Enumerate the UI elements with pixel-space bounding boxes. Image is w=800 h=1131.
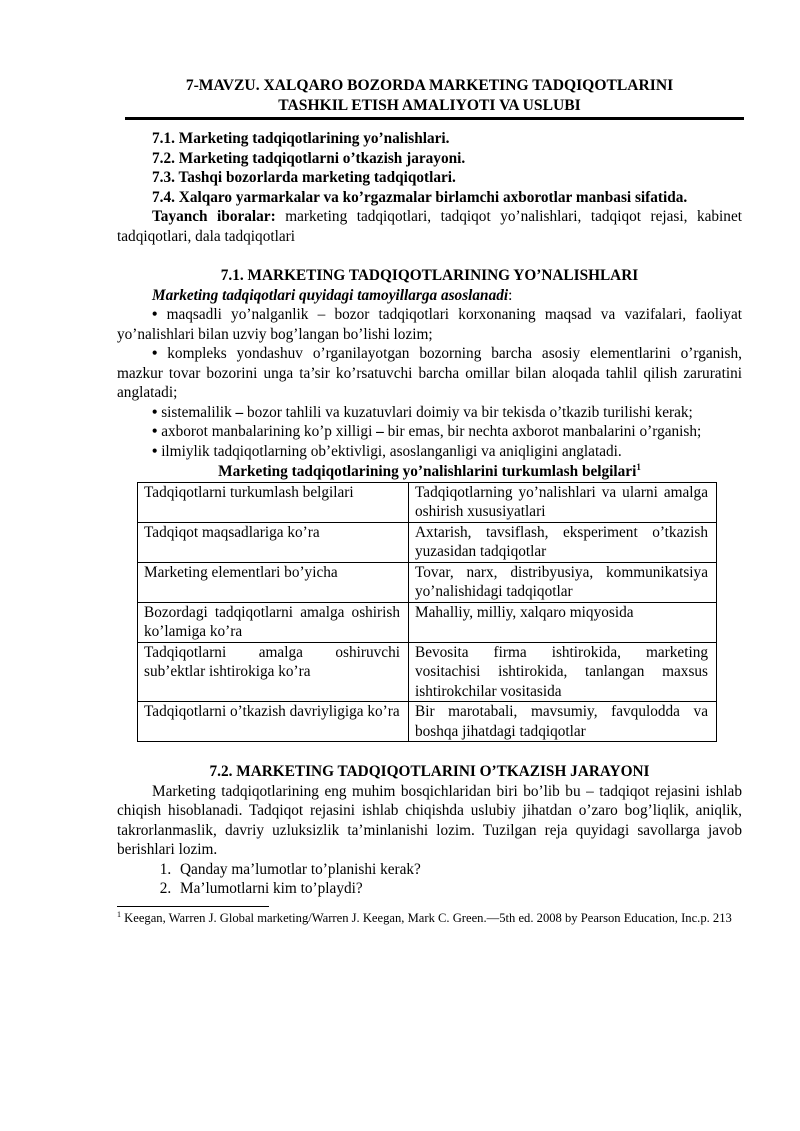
list-item xyxy=(117,403,742,423)
principles-list xyxy=(117,305,742,461)
table-cell: Tovar, narx, distribyusiya, kommunikatsiya yo’nalishidagi tadqiqotlar xyxy=(409,562,717,602)
list-item: 1. Qanday ma’lumotlar to’planishi kerak? xyxy=(175,860,742,880)
principle-dash xyxy=(303,345,313,362)
title-rule xyxy=(125,117,744,120)
footnote-ref: 1 xyxy=(636,462,641,472)
page-title xyxy=(117,76,742,116)
footnote-number: 1 xyxy=(117,909,121,919)
table-caption xyxy=(117,462,742,482)
table-cell: Tadqiqot maqsadlariga ko’ra xyxy=(138,522,409,562)
section-heading-2: 7.2. MARKETING TADQIQOTLARINI O’TKAZISH JARAYONI xyxy=(209,763,650,780)
table-row xyxy=(138,482,717,522)
section-heading-1: 7.1. MARKETING TADQIQOTLARINING YO’NALISHLARI xyxy=(220,267,639,284)
outline-item: 7.4. Xalqaro yarmarkalar va ko’rgazmalar birlamchi axborotlar manbasi sifatida. xyxy=(152,188,688,206)
title-line-1: 7-MAVZU. XALQARO BOZORDA MARKETING TADQIQOTLARINI xyxy=(185,77,674,94)
outline-item: 7.3. Tashqi bozorlarda marketing tadqiqotlari. xyxy=(152,169,456,186)
principle-text: bozor tahlili va kuzatuvlari doimiy va bir tekisda o’tkazib turilishi kerak; xyxy=(247,403,693,421)
principle-dash: – xyxy=(372,423,388,440)
table-cell: Tadqiqotlarni o’tkazish davriyligiga ko’ra xyxy=(138,702,409,742)
bullet-icon: • xyxy=(152,403,158,421)
table-cell: Bir marotabali, mavsumiy, favqulodda va boshqa jihatdagi tadqiqotlar xyxy=(409,702,717,742)
principle-term: sistemalilik xyxy=(161,403,232,421)
classification-table xyxy=(137,482,717,743)
section2-paragraph: Marketing tadqiqotlarining eng muhim bosqichlaridan biri bo’lib bu – tadqiqot rejasini ishlab chiqish hisoblanadi. Tadqiqot rejasini ishlab chiqishda uslubiy jihatdan o’zaro bog’liqlik, aniqlik, takrorlanmaslik, davriy uzluksizlik ta’minlanishi lozim. Tuzilgan reja quyidagi savollarga javob berishlari lozim. xyxy=(117,782,742,858)
principles-intro xyxy=(117,286,742,306)
list-item xyxy=(117,305,742,344)
table-cell: Axtarish, tavsiflash, eksperiment o’tkazish yuzasidan tadqiqotlar xyxy=(409,522,717,562)
principle-text: tadqiqotlarning ob’ektivligi, asoslanganligi va aniqligini anglatadi. xyxy=(213,442,622,460)
table-row xyxy=(138,642,717,702)
principles-intro-text: Marketing tadqiqotlari quyidagi tamoyillarga asoslanadi xyxy=(152,286,509,304)
outline-item: 7.2. Marketing tadqiqotlarni o’tkazish jarayoni. xyxy=(152,149,466,167)
principle-term: kompleks yondashuv xyxy=(167,345,303,362)
principle-term: ilmiylik xyxy=(161,442,210,460)
table-cell: Bozordagi tadqiqotlarni amalga oshirish ko’lamiga ko’ra xyxy=(138,602,409,642)
principle-text: bozor tadqiqotlari korxonaning maqsad va vazifalari, faoliyat yo’nalishlari bilan uzviy bog’langan bo’lishi lozim; xyxy=(117,306,742,343)
table-row xyxy=(138,602,717,642)
outline-item: 7.1. Marketing tadqiqotlarining yo’nalishlari. xyxy=(152,130,450,147)
table-cell: Mahalliy, milliy, xalqaro miqyosida xyxy=(409,602,717,642)
list-item xyxy=(117,422,742,442)
list-item xyxy=(117,344,742,403)
principle-term: maqsadli yo’nalganlik xyxy=(166,306,309,323)
keywords-text: marketing tadqiqotlari, tadqiqot yo’nalishlari, tadqiqot rejasi, kabinet tadqiqotlari, dala tadqiqotlari xyxy=(117,208,742,245)
principles-intro-colon: : xyxy=(508,286,513,304)
principle-dash: – xyxy=(231,403,248,421)
questions-list xyxy=(117,860,742,899)
table-cell: Marketing elementlari bo’yicha xyxy=(138,562,409,602)
table-row xyxy=(138,522,717,562)
footnote xyxy=(117,909,742,927)
principle-dash: – xyxy=(308,306,335,323)
bullet-icon: • xyxy=(152,306,158,323)
principle-text: bir emas, bir nechta axborot manbalarini o’rganish; xyxy=(387,423,702,440)
table-cell: Tadqiqotlarni turkumlash belgilari xyxy=(138,482,409,522)
footnote-text: Keegan, Warren J. Global marketing/Warren J. Keegan, Mark C. Green.—5th ed. 2008 by Pearson Education, Inc.p. 213 xyxy=(121,910,732,925)
bullet-icon: • xyxy=(152,345,158,362)
keywords-label: Tayanch iboralar: xyxy=(152,208,276,225)
table-cell: Tadqiqotlarni amalga oshiruvchi sub’ektlar ishtirokiga ko’ra xyxy=(138,642,409,702)
title-line-2: TASHKIL ETISH AMALIYOTI VA USLUBI xyxy=(278,97,581,114)
page-content xyxy=(117,76,742,927)
bullet-icon: • xyxy=(152,423,158,440)
keywords-paragraph xyxy=(117,207,742,246)
bullet-icon: • xyxy=(152,442,158,460)
table-row xyxy=(138,702,717,742)
list-item xyxy=(117,442,742,462)
table-cell: Bevosita firma ishtirokida, marketing vositachisi ishtirokida, tanlangan maxsus ishtirokchilar vositasida xyxy=(409,642,717,702)
footnote-separator xyxy=(117,906,269,907)
table-row xyxy=(138,562,717,602)
list-item: 2. Ma’lumotlarni kim to’playdi? xyxy=(175,879,742,899)
table-cell: Tadqiqotlarning yo’nalishlari va ularni amalga oshirish xususiyatlari xyxy=(409,482,717,522)
principle-term: axborot manbalarining ko’p xilligi xyxy=(161,423,373,440)
topic-outline xyxy=(117,129,742,207)
principle-text: o’rganilayotgan bozorning barcha asosiy elementlarini o’rganish, mazkur tovar bozorini unga ta’sir ko’rsatuvchi barcha omillar bilan aloqada tahlil qilish zaruratini anglatadi; xyxy=(117,345,742,401)
table-caption-text: Marketing tadqiqotlarining yo’nalishlarini turkumlash belgilari xyxy=(218,463,637,480)
